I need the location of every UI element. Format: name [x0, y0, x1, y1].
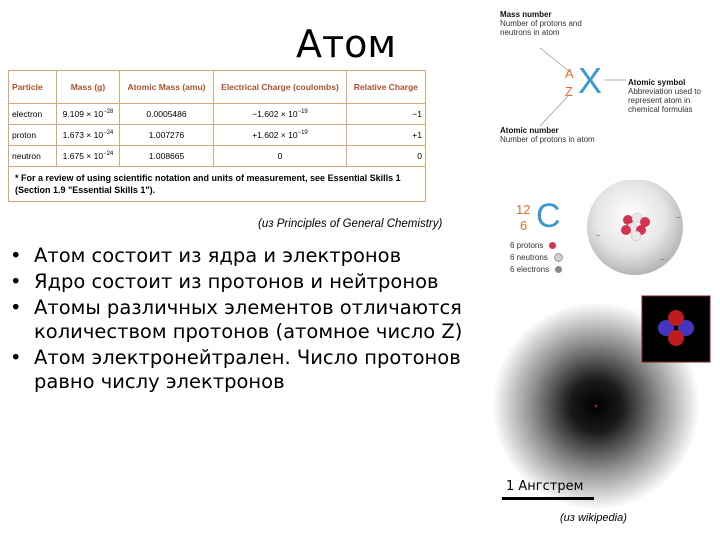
header-atomic-mass: Atomic Mass (amu): [119, 71, 213, 104]
cell-amu: 0.0005486: [119, 104, 213, 125]
legend-protons: 6 protons: [510, 240, 563, 252]
table-row-electron: [9, 104, 426, 125]
carbon-mass-number: 12: [516, 202, 531, 217]
cell-particle: electron: [9, 104, 57, 125]
cell-particle: proton: [9, 125, 57, 146]
cell-particle: neutron: [9, 146, 57, 167]
table-row-neutron: [9, 146, 426, 167]
particle-table: [8, 70, 426, 202]
mass-number-label: Mass number Number of protons and neutrons in atom: [500, 10, 582, 37]
header-mass: Mass (g): [57, 71, 120, 104]
source-caption-wikipedia: (из wikipedia): [560, 512, 627, 524]
atomic-notation-diagram: [500, 8, 710, 168]
bullet-marker: •: [10, 346, 22, 369]
cell-charge: 0: [214, 146, 346, 167]
bullet-marker: •: [10, 244, 22, 267]
table-header-row: [9, 71, 426, 104]
atomic-number-label: Atomic number Number of protons in atom: [500, 126, 595, 144]
symbol-mass-number: A: [565, 66, 574, 81]
bullet-item: [6, 244, 476, 268]
header-charge: Electrical Charge (coulombs): [214, 71, 346, 104]
svg-text:−: −: [660, 255, 665, 264]
bullet-marker: •: [10, 296, 22, 319]
cell-mass: $1.673 \times 10^{-24}$: [57, 125, 120, 146]
source-caption-textbook: (из Principles of General Chemistry): [258, 218, 443, 230]
carbon-symbol: C: [536, 197, 561, 235]
header-relative-charge: Relative Charge: [346, 71, 425, 104]
atomic-symbol-label: Atomic symbol Abbreviation used to represent atom in chemical formulas: [628, 78, 701, 114]
table-row-proton: [9, 125, 426, 146]
bullet-item: [6, 296, 476, 344]
bullet-text: Атомы различных элементов отличаются количеством протонов (атомное число Z): [34, 296, 463, 343]
header-particle: Particle: [9, 71, 57, 104]
page-title: Атом: [296, 22, 397, 66]
svg-text:−: −: [676, 213, 681, 222]
symbol-atomic-number: Z: [565, 84, 573, 99]
cell-relative: −1: [346, 104, 425, 125]
atom-electron-cloud-image: [488, 288, 714, 510]
legend-neutrons: 6 neutrons: [510, 252, 563, 264]
bullet-text: Ядро состоит из протонов и нейтронов: [34, 270, 439, 293]
bullet-text: Атом состоит из ядра и электронов: [34, 244, 402, 267]
carbon-atomic-number: 6: [520, 218, 528, 233]
bullet-item: [6, 270, 476, 294]
cell-relative: +1: [346, 125, 425, 146]
cell-relative: 0: [346, 146, 425, 167]
cell-amu: 1.007276: [119, 125, 213, 146]
scale-label: 1 Ангстрем: [506, 479, 584, 494]
legend-electrons: 6 electrons: [510, 264, 563, 276]
cell-amu: 1.008665: [119, 146, 213, 167]
bullet-item: [6, 346, 476, 394]
carbon-atom-panel: [500, 180, 714, 280]
bullet-marker: •: [10, 270, 22, 293]
svg-text:−: −: [596, 231, 601, 240]
scale-bar: [502, 497, 594, 500]
cell-mass: $9.109 \times 10^{-28}$: [57, 104, 120, 125]
nucleus-inset-image: [642, 296, 710, 362]
table-footnote: * For a review of using scientific notation and units of measurement, see Essential Skills 1 (Section 1.9 "Essential Skills 1").: [9, 167, 426, 202]
table-note-row: [9, 167, 426, 202]
carbon-atom-sphere-icon: [500, 180, 714, 280]
cell-mass: $1.675 \times 10^{-24}$: [57, 146, 120, 167]
symbol-element: X: [578, 60, 603, 101]
cell-charge: $+1.602 \times 10^{-19}$: [214, 125, 346, 146]
bullet-list: [6, 244, 476, 396]
bullet-text: Атом электронейтрален. Число протонов равно числу электронов: [34, 346, 461, 393]
cell-charge: $-1.602 \times 10^{-19}$: [214, 104, 346, 125]
